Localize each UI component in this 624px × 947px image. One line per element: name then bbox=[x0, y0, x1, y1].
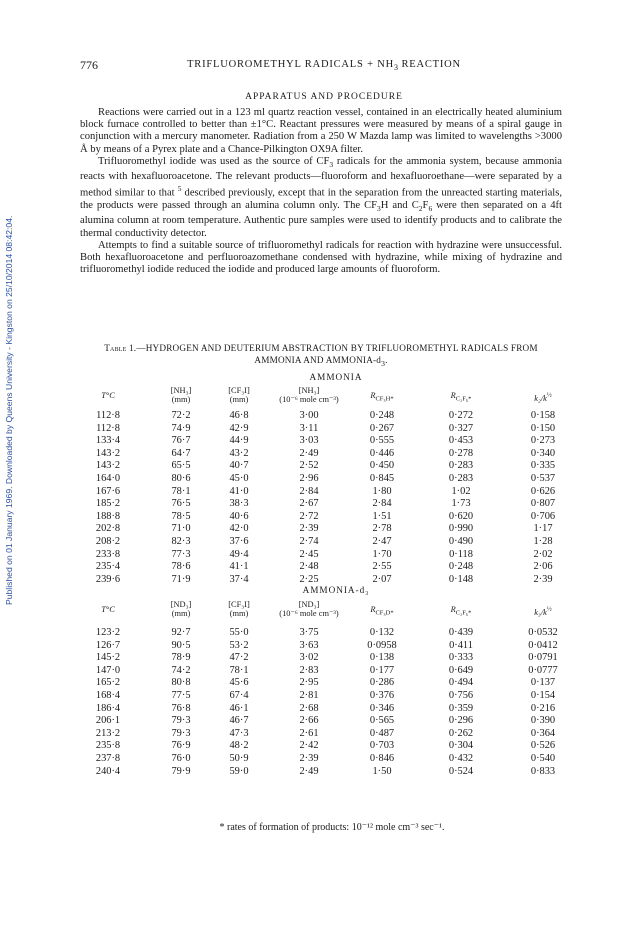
ammonia-cell: 77·3 bbox=[171, 548, 191, 560]
reference-5: 5 bbox=[177, 184, 182, 194]
ammonia-d3-header-label: R bbox=[370, 605, 376, 614]
table-caption bbox=[80, 342, 562, 370]
ammonia-cell: 3·00 bbox=[299, 410, 319, 421]
ammonia-cell: 2·84 bbox=[299, 485, 319, 497]
ammonia-d3-cell: 186·4 bbox=[95, 702, 121, 714]
ammonia-d3-cell: 79·3 bbox=[171, 727, 191, 739]
ammonia-d3-cell: 48·2 bbox=[229, 740, 249, 752]
running-head-sub: 3 bbox=[394, 63, 399, 73]
ammonia-cell: 0·150 bbox=[530, 422, 556, 434]
ammonia-header-unit: (mm) bbox=[229, 395, 249, 404]
ammonia-cell: 41·0 bbox=[229, 485, 249, 497]
ammonia-cell: 2·74 bbox=[299, 536, 319, 547]
ammonia-d3-cell: 0·216 bbox=[530, 702, 556, 714]
ammonia-cell: 0·327 bbox=[448, 422, 474, 434]
ammonia-cell: 164·0 bbox=[95, 473, 121, 484]
ammonia-cell: 42·0 bbox=[229, 523, 249, 535]
ammonia-d3-cell: 0·0791 bbox=[528, 652, 558, 664]
ammonia-d3-cell: 74·2 bbox=[171, 664, 191, 676]
ammonia-cell: 112·8 bbox=[96, 422, 120, 434]
ammonia-d3-cell: 0·390 bbox=[530, 715, 556, 727]
ammonia-d3-cell: 0·138 bbox=[369, 652, 395, 664]
ammonia-section-title: AMMONIA bbox=[309, 372, 363, 382]
ammonia-d3-cell: 79·9 bbox=[171, 765, 191, 777]
ammonia-d3-header-sub: C₂F₆* bbox=[455, 609, 472, 617]
ammonia-cell: 2·45 bbox=[299, 548, 319, 560]
ammonia-d3-cell: 2·49 bbox=[299, 765, 319, 777]
ammonia-header-unit: (mm) bbox=[171, 395, 191, 404]
ammonia-d3-cell: 240·4 bbox=[95, 765, 121, 777]
ammonia-cell: 0·537 bbox=[530, 473, 556, 484]
ammonia-d3-cell: 0·0958 bbox=[367, 639, 397, 651]
ammonia-d3-header-6 bbox=[498, 605, 588, 617]
p2-part: F bbox=[422, 200, 429, 212]
paragraph-1: Reactions were carried out in a 123 ml quartz reaction vessel, contained in an electrically heated aluminium block furnace controlled to better than ±1°C. Reactant pressures were measured by means of a spiral gauge in conjunction with a mercury manometer. Radiation from a 250 W Mazda lamp was limited to wavelengths >3000 Å by means of a Pyrex plate and a Chance-Pilkington OX9A filter. bbox=[80, 107, 562, 155]
ammonia-cell: 0·706 bbox=[530, 510, 556, 522]
ammonia-d3-cell: 47·3 bbox=[229, 727, 249, 739]
page-number: 776 bbox=[80, 58, 98, 72]
table-caption-lead: Table 1. bbox=[104, 343, 137, 353]
ammonia-cell: 2·02 bbox=[533, 548, 553, 560]
p2-part: were then separated on a 4ft alumina column at room temperature. Authentic pure samples were used to identify products and to calibrate the thermal conductivity detector. bbox=[80, 200, 563, 239]
ammonia-d3-cell: 79·3 bbox=[171, 715, 191, 727]
ammonia-d3-cell: 126·7 bbox=[95, 639, 121, 651]
ammonia-d3-cell: 0·296 bbox=[448, 715, 474, 727]
ammonia-cell: 2·55 bbox=[372, 561, 392, 573]
ammonia-cell: 76·5 bbox=[171, 498, 191, 510]
ammonia-cell: 0·990 bbox=[448, 523, 474, 535]
ammonia-d3-cell: 2·81 bbox=[299, 690, 319, 701]
ammonia-cell: 1·17 bbox=[533, 523, 553, 535]
ammonia-d3-cell: 2·39 bbox=[299, 753, 319, 764]
ammonia-d3-header-4 bbox=[337, 605, 427, 618]
ammonia-d3-cell: 55·0 bbox=[229, 627, 249, 638]
ammonia-d3-cell: 0·154 bbox=[530, 690, 556, 701]
ammonia-d3-cell: 3·63 bbox=[299, 639, 319, 651]
ammonia-d3-header-label: R bbox=[450, 605, 456, 614]
ammonia-d3-cell: 0·526 bbox=[530, 740, 556, 752]
ammonia-cell: 0·278 bbox=[448, 447, 474, 459]
ammonia-d3-cell: 0·487 bbox=[369, 727, 395, 739]
ammonia-d3-cell: 0·524 bbox=[448, 765, 474, 777]
running-head-before: TRIFLUOROMETHYL RADICALS + NH bbox=[187, 59, 395, 70]
paragraph-2 bbox=[80, 156, 562, 240]
running-head bbox=[0, 59, 624, 72]
ammonia-d3-cell: 0·137 bbox=[530, 677, 556, 689]
ammonia-d3-cell: 90·5 bbox=[171, 639, 191, 651]
ammonia-cell: 76·7 bbox=[171, 435, 191, 447]
ammonia-cell: 78·1 bbox=[171, 485, 191, 497]
ammonia-cell: 208·2 bbox=[95, 536, 121, 547]
ammonia-cell: 0·555 bbox=[369, 435, 395, 447]
ammonia-cell: 0·626 bbox=[530, 485, 556, 497]
ammonia-cell: 1·28 bbox=[533, 536, 553, 547]
p2-sub: 3 bbox=[377, 204, 381, 214]
ammonia-cell: 0·273 bbox=[530, 435, 556, 447]
ammonia-cell: 202·8 bbox=[95, 523, 121, 535]
ammonia-cell: 2·96 bbox=[299, 473, 319, 484]
ammonia-cell: 2·48 bbox=[299, 561, 319, 573]
ammonia-cell: 2·72 bbox=[299, 510, 319, 522]
ammonia-cell: 1·02 bbox=[451, 485, 471, 497]
ammonia-cell: 2·78 bbox=[372, 523, 392, 535]
ammonia-cell: 2·39 bbox=[533, 573, 553, 585]
p2-part: H and C bbox=[380, 200, 419, 212]
ammonia-cell: 71·9 bbox=[171, 573, 191, 585]
ammonia-d3-cell: 0·756 bbox=[448, 690, 474, 701]
ammonia-cell: 3·11 bbox=[299, 422, 319, 434]
ammonia-cell: 2·84 bbox=[372, 498, 392, 510]
p2-part: radicals for the ammonia system, because ammonia reacts with hexafluoroacetone. The relevant products—fluoroform and hexafluoroethane—were separated by a method similar to that bbox=[80, 155, 563, 199]
ammonia-cell: 3·03 bbox=[299, 435, 319, 447]
ammonia-d3-cell: 46·1 bbox=[229, 702, 249, 714]
ammonia-d3-cell: 0·0412 bbox=[528, 639, 558, 651]
ammonia-cell: 0·620 bbox=[448, 510, 474, 522]
ammonia-cell: 0·807 bbox=[530, 498, 556, 510]
ammonia-cell: 64·7 bbox=[171, 447, 191, 459]
ammonia-d3-cell: 45·6 bbox=[229, 677, 249, 689]
ammonia-d3-cell: 0·333 bbox=[448, 652, 474, 664]
ammonia-d3-cell: 0·132 bbox=[369, 627, 395, 638]
ammonia-cell: 2·49 bbox=[299, 447, 319, 459]
ammonia-d3-cell: 168·4 bbox=[95, 690, 121, 701]
ammonia-cell: 40·6 bbox=[229, 510, 249, 522]
ammonia-d3-cell: 0·0777 bbox=[528, 664, 558, 676]
ammonia-d3-header-label: [ND₃] bbox=[298, 600, 320, 609]
ammonia-d3-cell: 145·2 bbox=[95, 652, 121, 664]
p2-sub: 6 bbox=[428, 204, 433, 214]
ammonia-d3-cell: 213·2 bbox=[95, 727, 121, 739]
ammonia-cell: 0·248 bbox=[448, 561, 474, 573]
ammonia-d3-header-unit: (10⁻⁶ mole cm⁻³) bbox=[279, 609, 339, 618]
ammonia-cell: 40·7 bbox=[229, 460, 249, 472]
ammonia-cell: 0·283 bbox=[448, 460, 474, 472]
ammonia-d3-cell: 0·376 bbox=[369, 690, 395, 701]
ammonia-cell: 0·283 bbox=[448, 473, 474, 484]
ammonia-cell: 42·9 bbox=[229, 422, 249, 434]
ammonia-cell: 185·2 bbox=[95, 498, 121, 510]
ammonia-d3-header-label: [CF₃I] bbox=[228, 600, 250, 609]
table-footnote: * rates of formation of products: 10⁻¹² mole cm⁻³ sec⁻¹. bbox=[219, 822, 445, 833]
ammonia-d3-cell: 46·7 bbox=[229, 715, 249, 727]
ammonia-cell: 0·845 bbox=[369, 473, 395, 484]
ammonia-d3-cell: 0·703 bbox=[369, 740, 395, 752]
ammonia-d3-cell: 76·0 bbox=[171, 753, 191, 764]
paragraph-3: Attempts to find a suitable source of trifluoromethyl radicals for reaction with hydrazine were unsuccessful. Both hexafluoroacetone and perfluoroazomethane condensed with hydrazine, while mixing of hydrazine and trifluoromethyl iodide reduced the iodide and produced large amounts of fluoroform. bbox=[80, 239, 562, 276]
ammonia-cell: 1·51 bbox=[372, 510, 392, 522]
ammonia-d3-cell: 0·177 bbox=[369, 664, 395, 676]
ammonia-header-sub: CF₃H* bbox=[375, 395, 394, 403]
ammonia-d3-header-5 bbox=[416, 605, 506, 618]
ammonia-cell: 49·4 bbox=[229, 548, 249, 560]
ammonia-d3-section-title: AMMONIA-d₃ bbox=[302, 585, 370, 595]
ammonia-header-label: T°C bbox=[101, 391, 115, 400]
ammonia-d3-cell: 2·95 bbox=[299, 677, 319, 689]
ammonia-d3-cell: 0·411 bbox=[449, 639, 473, 651]
ammonia-cell: 1·80 bbox=[372, 485, 392, 497]
ammonia-cell: 0·118 bbox=[449, 548, 473, 560]
p2-part: described previously, except that in the separation from the unreacted starting materials, the products were passed through an alumina column only. The CF bbox=[80, 187, 562, 212]
body-text bbox=[80, 107, 562, 276]
ammonia-cell: 0·446 bbox=[369, 447, 395, 459]
p2-part: Trifluoromethyl iodide was used as the source of CF bbox=[98, 155, 330, 167]
ammonia-d3-cell: 76·8 bbox=[171, 702, 191, 714]
ammonia-cell: 167·6 bbox=[95, 485, 121, 497]
ammonia-d3-cell: 77·5 bbox=[171, 690, 191, 701]
ammonia-cell: 0·158 bbox=[530, 410, 556, 421]
ammonia-d3-cell: 1·50 bbox=[372, 765, 392, 777]
ammonia-cell: 82·3 bbox=[171, 536, 191, 547]
ammonia-header-sub: C₂F₆* bbox=[455, 395, 472, 403]
ammonia-cell: 45·0 bbox=[229, 473, 249, 484]
ammonia-d3-cell: 123·2 bbox=[95, 627, 121, 638]
ammonia-header-label: R bbox=[370, 391, 376, 400]
ammonia-d3-cell: 92·7 bbox=[171, 627, 191, 638]
ammonia-d3-cell: 0·846 bbox=[369, 753, 395, 764]
ammonia-cell: 2·39 bbox=[299, 523, 319, 535]
ammonia-d3-cell: 3·75 bbox=[299, 627, 319, 638]
ammonia-cell: 2·47 bbox=[372, 536, 392, 547]
ammonia-d3-header-sub: CF₃D* bbox=[375, 609, 394, 617]
ammonia-cell: 239·6 bbox=[95, 573, 121, 585]
download-watermark: Published on 01 January 1969. Downloaded by Queens University - Kingston on 25/10/2014 08:42:04. bbox=[4, 215, 14, 605]
ammonia-d3-cell: 80·8 bbox=[171, 677, 191, 689]
ammonia-cell: 0·272 bbox=[448, 410, 474, 421]
ammonia-d3-header-sup: ½ bbox=[546, 606, 552, 613]
ammonia-d3-cell: 237·8 bbox=[95, 753, 121, 764]
ammonia-header-label: k₂/k bbox=[534, 393, 547, 403]
ammonia-header-unit: (10⁻⁶ mole cm⁻³) bbox=[279, 395, 339, 404]
ammonia-cell: 2·52 bbox=[299, 460, 319, 472]
ammonia-cell: 0·450 bbox=[369, 460, 395, 472]
ammonia-cell: 38·3 bbox=[229, 498, 249, 510]
ammonia-d3-cell: 165·2 bbox=[95, 677, 121, 689]
ammonia-cell: 233·8 bbox=[95, 548, 121, 560]
ammonia-d3-cell: 0·0532 bbox=[528, 627, 558, 638]
ammonia-cell: 37·6 bbox=[229, 536, 249, 547]
ammonia-cell: 143·2 bbox=[95, 460, 121, 472]
ammonia-cell: 78·6 bbox=[171, 561, 191, 573]
ammonia-cell: 2·67 bbox=[299, 498, 319, 510]
ammonia-d3-cell: 2·68 bbox=[299, 702, 319, 714]
ammonia-header-6 bbox=[498, 391, 588, 403]
ammonia-header-5 bbox=[416, 391, 506, 404]
ammonia-cell: 74·9 bbox=[171, 422, 191, 434]
ammonia-d3-cell: 0·833 bbox=[530, 765, 556, 777]
table-caption-sub: 3 bbox=[381, 358, 386, 368]
ammonia-cell: 0·248 bbox=[369, 410, 395, 421]
table-caption-text: —HYDROGEN AND DEUTERIUM ABSTRACTION BY TRIFLUOROMETHYL RADICALS FROM AMMONIA AND AMMONIA-d bbox=[136, 343, 538, 365]
ammonia-cell: 235·4 bbox=[95, 561, 121, 573]
ammonia-cell: 41·1 bbox=[229, 561, 249, 573]
ammonia-d3-cell: 53·2 bbox=[229, 639, 249, 651]
ammonia-cell: 37·4 bbox=[229, 573, 249, 585]
ammonia-d3-header-unit: (mm) bbox=[229, 609, 249, 618]
ammonia-cell: 1·73 bbox=[451, 498, 471, 510]
ammonia-header-label: R bbox=[450, 391, 456, 400]
ammonia-d3-cell: 0·494 bbox=[448, 677, 474, 689]
ammonia-cell: 0·490 bbox=[448, 536, 474, 547]
ammonia-cell: 143·2 bbox=[95, 447, 121, 459]
ammonia-d3-cell: 0·540 bbox=[530, 753, 556, 764]
ammonia-d3-cell: 147·0 bbox=[95, 664, 121, 676]
ammonia-d3-header-unit: (mm) bbox=[171, 609, 191, 618]
ammonia-d3-cell: 0·364 bbox=[530, 727, 556, 739]
ammonia-d3-cell: 0·346 bbox=[369, 702, 395, 714]
ammonia-cell: 2·06 bbox=[533, 561, 553, 573]
ammonia-d3-cell: 0·286 bbox=[369, 677, 395, 689]
ammonia-d3-cell: 2·42 bbox=[299, 740, 319, 752]
p2-sub: 2 bbox=[418, 204, 423, 214]
ammonia-d3-cell: 0·359 bbox=[448, 702, 474, 714]
ammonia-cell: 43·2 bbox=[229, 447, 249, 459]
ammonia-header-sup: ½ bbox=[546, 392, 552, 399]
ammonia-header-label: [CF₃I] bbox=[228, 386, 250, 395]
p2-sub: 3 bbox=[329, 159, 334, 169]
table-caption-end: . bbox=[385, 355, 388, 365]
ammonia-d3-cell: 2·61 bbox=[299, 727, 319, 739]
ammonia-cell: 0·267 bbox=[369, 422, 395, 434]
ammonia-header-4 bbox=[337, 391, 427, 404]
ammonia-cell: 2·07 bbox=[372, 573, 392, 585]
ammonia-d3-header-label: k₃/k bbox=[534, 607, 547, 617]
ammonia-d3-cell: 76·9 bbox=[171, 740, 191, 752]
ammonia-header-label: [NH₃] bbox=[298, 386, 320, 395]
ammonia-d3-header-label: T°C bbox=[101, 605, 115, 614]
ammonia-header-label: [NH₃] bbox=[170, 386, 192, 395]
ammonia-d3-cell: 78·9 bbox=[171, 652, 191, 664]
ammonia-d3-cell: 47·2 bbox=[229, 652, 249, 664]
ammonia-d3-cell: 0·304 bbox=[448, 740, 474, 752]
ammonia-cell: 80·6 bbox=[171, 473, 191, 484]
ammonia-cell: 0·453 bbox=[448, 435, 474, 447]
ammonia-d3-cell: 78·1 bbox=[229, 664, 249, 676]
ammonia-cell: 188·8 bbox=[95, 510, 121, 522]
ammonia-d3-cell: 2·66 bbox=[299, 715, 319, 727]
ammonia-d3-cell: 0·432 bbox=[448, 753, 474, 764]
ammonia-cell: 65·5 bbox=[171, 460, 191, 472]
running-head-after: REACTION bbox=[398, 59, 461, 70]
ammonia-d3-cell: 206·1 bbox=[95, 715, 121, 727]
ammonia-cell: 0·340 bbox=[530, 447, 556, 459]
ammonia-d3-cell: 0·262 bbox=[448, 727, 474, 739]
ammonia-cell: 112·8 bbox=[96, 410, 120, 421]
ammonia-cell: 133·4 bbox=[95, 435, 121, 447]
ammonia-d3-cell: 0·439 bbox=[448, 627, 474, 638]
section-heading: APPARATUS AND PROCEDURE bbox=[245, 92, 403, 102]
ammonia-d3-cell: 3·02 bbox=[299, 652, 319, 664]
ammonia-d3-cell: 0·649 bbox=[448, 664, 474, 676]
ammonia-d3-cell: 0·565 bbox=[369, 715, 395, 727]
ammonia-d3-header-label: [ND₃] bbox=[170, 600, 192, 609]
ammonia-cell: 72·2 bbox=[171, 410, 191, 421]
ammonia-cell: 0·335 bbox=[530, 460, 556, 472]
ammonia-cell: 71·0 bbox=[171, 523, 191, 535]
ammonia-d3-cell: 67·4 bbox=[229, 690, 249, 701]
ammonia-cell: 44·9 bbox=[229, 435, 249, 447]
ammonia-cell: 78·5 bbox=[171, 510, 191, 522]
ammonia-d3-cell: 235·8 bbox=[95, 740, 121, 752]
ammonia-cell: 2·25 bbox=[299, 573, 319, 585]
ammonia-d3-cell: 59·0 bbox=[229, 765, 249, 777]
ammonia-cell: 46·8 bbox=[229, 410, 249, 421]
ammonia-d3-cell: 2·83 bbox=[299, 664, 319, 676]
ammonia-d3-cell: 50·9 bbox=[229, 753, 249, 764]
ammonia-cell: 0·148 bbox=[448, 573, 474, 585]
ammonia-cell: 1·70 bbox=[372, 548, 392, 560]
